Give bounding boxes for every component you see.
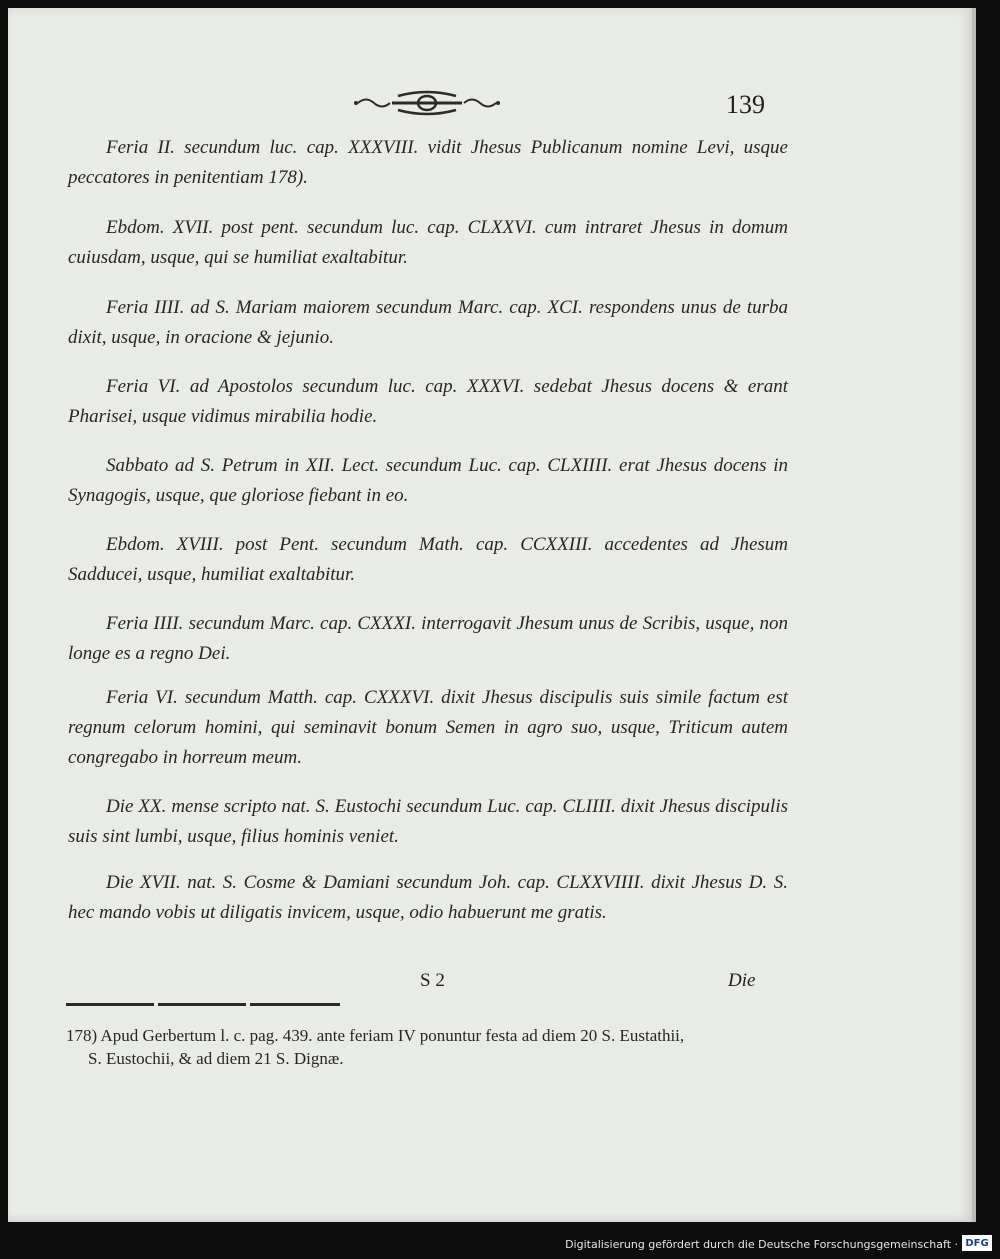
text-paragraph: Ebdom. XVIII. post Pent. secundum Math. cap. CCXXIII. accedentes ad Jhesum Sadducei, usque, humiliat exaltabitur. — [68, 534, 788, 585]
text-paragraph: Die XVII. nat. S. Cosme & Damiani secundum Joh. cap. CLXXVIIII. dixit Jhesus D. S. hec mando vobis ut diligatis invicem, usque, odio habuerunt me gratis. — [68, 872, 788, 923]
footnote-line: S. Eustochii, & ad diem 21 S. Dignæ. — [88, 1049, 344, 1068]
headpiece-ornament — [352, 90, 502, 116]
text-paragraph: Feria II. secundum luc. cap. XXXVIII. vidit Jhesus Publicanum nomine Levi, usque peccatores in penitentiam 178). — [68, 137, 788, 188]
page-edge — [972, 8, 976, 1222]
text-paragraph: Ebdom. XVII. post pent. secundum luc. cap. CLXXVI. cum intraret Jhesus in domum cuiusdam, usque, qui se humiliat exaltabitur. — [68, 217, 788, 268]
text-paragraph: Die XX. mense scripto nat. S. Eustochi secundum Luc. cap. CLIIII. dixit Jhesus discipulis suis sint lumbi, usque, filius hominis veniet. — [68, 796, 788, 847]
footnote-line: 178) Apud Gerbertum l. c. pag. 439. ante feriam IV ponuntur festa ad diem 20 S. Eustathii, — [66, 1026, 685, 1045]
text-paragraph: Feria VI. ad Apostolos secundum luc. cap. XXXVI. sedebat Jhesus docens & erant Pharisei, usque vidimus mirabilia hodie. — [68, 376, 788, 427]
footnote-rule — [66, 1003, 340, 1006]
page-number: 139 — [726, 90, 765, 119]
text-paragraph: Feria IIII. ad S. Mariam maiorem secundum Marc. cap. XCI. respondens unus de turba dixit, usque, in oracione & jejunio. — [68, 297, 788, 348]
text-paragraph: Sabbato ad S. Petrum in XII. Lect. secundum Luc. cap. CLXIIII. erat Jhesus docens in Synagogis, usque, que gloriose fiebant in eo. — [68, 455, 788, 506]
dfg-logo[interactable]: DFG — [962, 1235, 992, 1251]
text-paragraph: Feria VI. secundum Matth. cap. CXXXVI. dixit Jhesus discipulis suis simile factum est regnum celorum homini, qui seminavit bonum Semen in agro suo, usque, Triticum autem congregabo in horreum meum. — [68, 687, 788, 768]
footnote — [66, 1024, 782, 1070]
footer-credit: Digitalisierung gefördert durch die Deutsche Forschungsgemeinschaft · — [565, 1238, 958, 1251]
signature-mark: S 2 — [420, 970, 445, 991]
text-paragraph: Feria IIII. secundum Marc. cap. CXXXI. interrogavit Jhesum unus de Scribis, usque, non longe es a regno Dei. — [68, 613, 788, 664]
catchword: Die — [728, 970, 756, 991]
